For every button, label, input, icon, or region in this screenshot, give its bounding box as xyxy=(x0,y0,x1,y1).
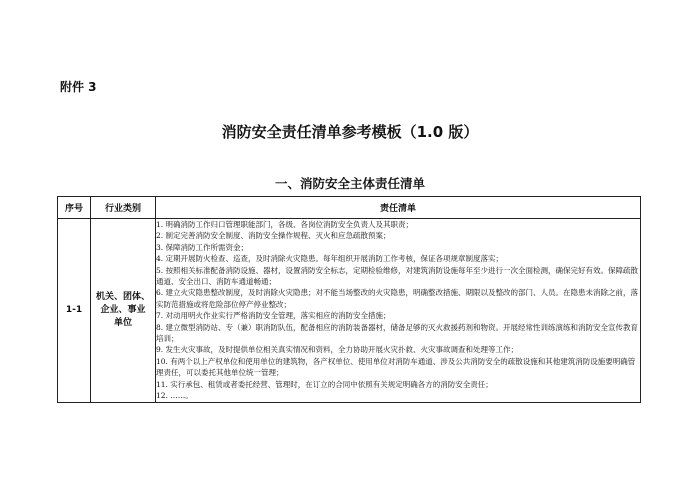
table-header-row xyxy=(58,197,641,219)
section-title: 一、消防安全主体责任清单 xyxy=(274,176,425,191)
category-line: 机关、团体、 xyxy=(95,291,150,302)
duty-item: 9. 发生火灾事故，及时提供单位相关真实情况和资料，全力协助开展火灾扑救、火灾事故调查和处理等工作； xyxy=(156,345,519,355)
document-title: 消防安全责任清单参考模板（1.0 版） xyxy=(221,123,479,141)
row-index: 1-1 xyxy=(58,219,91,403)
header-duties: 责任清单 xyxy=(156,197,641,219)
header-index: 序号 xyxy=(58,197,91,219)
duty-item: 12. ……。 xyxy=(156,391,193,401)
header-category: 行业类别 xyxy=(91,197,156,219)
duty-item: 6. 建立火灾隐患整改制度，及时消除火灾隐患；对不能当场整改的火灾隐患，明确整改措施、期限以及整改的部门、人员。在隐患未消除之前，落实防范措施或将危险部位停产停业整改； xyxy=(156,288,639,309)
duty-item: 4. 定期开展防火检查、巡查，及时消除火灾隐患。每年组织开展消防工作考核，保证各项规章制度落实； xyxy=(156,254,504,264)
row-category xyxy=(91,219,156,403)
duty-item: 7. 对动用明火作业实行严格消防安全管理，落实相应的消防安全措施； xyxy=(156,311,391,321)
category-line: 企业、事业 xyxy=(100,304,146,315)
duty-item: 2. 制定完善消防安全制度、消防安全操作规程、灭火和应急疏散预案； xyxy=(156,231,391,241)
category-line: 单位 xyxy=(113,317,132,328)
duty-item: 10. 有两个以上产权单位和使用单位的建筑物，各产权单位、使用单位对消防车通道、涉及公共消防安全的疏散设施和其他建筑消防设施要明确管理责任，可以委托其他单位统一管理； xyxy=(156,356,636,378)
table-row xyxy=(58,219,641,403)
duty-item: 8. 建立微型消防站、专（兼）职消防队伍，配备相应的消防装备器材，储备足够的灭火救援药剂和物资。开展经常性训练演练和消防安全宣传教育培训； xyxy=(156,322,639,344)
duty-item: 5. 按照相关标准配备消防设施、器材，设置消防安全标志，定期检验维修，对建筑消防设施每年至少进行一次全面检测，确保完好有效。保障疏散通道、安全出口、消防车通道畅通； xyxy=(156,265,639,287)
attachment-label: 附件 3 xyxy=(60,80,97,94)
duty-item: 1. 明确消防工作归口管理职能部门，各级、各岗位消防安全负责人及其职责； xyxy=(156,220,414,229)
duty-item: 11. 实行承包、租赁或者委托经营、管理时，在订立的合同中依照有关规定明确各方的消防安全责任； xyxy=(156,379,493,389)
duty-item: 3. 保障消防工作所需资金； xyxy=(156,242,249,252)
row-duties xyxy=(156,219,641,403)
responsibility-table xyxy=(57,196,641,403)
